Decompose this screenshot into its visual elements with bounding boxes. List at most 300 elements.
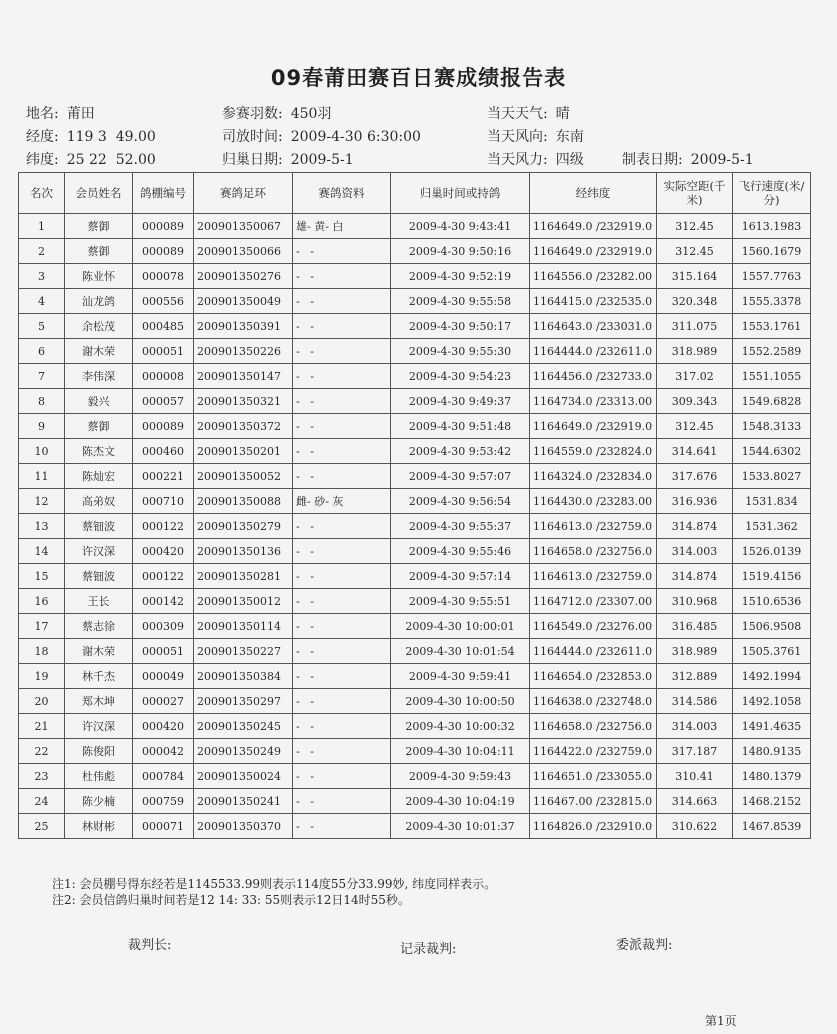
cell-time: 2009-4-30 9:55:58 — [391, 289, 530, 314]
cell-loft: 000710 — [133, 489, 194, 514]
cell-speed: 1468.2152 — [733, 789, 811, 814]
cell-speed: 1480.9135 — [733, 739, 811, 764]
cell-info: - - — [293, 789, 391, 814]
cell-speed: 1613.1983 — [733, 214, 811, 239]
cell-distance: 315.164 — [657, 264, 733, 289]
cell-distance: 317.02 — [657, 364, 733, 389]
wind-force-value: 四级 — [555, 152, 584, 168]
table-row — [19, 314, 811, 339]
cell-ring: 200901350136 — [194, 539, 293, 564]
cell-name: 王长 — [65, 589, 133, 614]
cell-speed: 1555.3378 — [733, 289, 811, 314]
cell-coords: 1164649.0 /232919.0 — [530, 414, 657, 439]
cell-time: 2009-4-30 10:01:54 — [391, 639, 530, 664]
made-date-info — [622, 149, 754, 169]
cell-name: 汕龙鸽 — [65, 289, 133, 314]
cell-info: - - — [293, 339, 391, 364]
cell-speed: 1526.0139 — [733, 539, 811, 564]
table-row — [19, 564, 811, 589]
cell-time: 2009-4-30 9:59:41 — [391, 664, 530, 689]
note-2: 注2: 会员信鸽归巢时间若是12 14: 33: 55则表示12日14时55秒。 — [52, 893, 410, 907]
cell-loft: 000556 — [133, 289, 194, 314]
cell-time: 2009-4-30 9:56:54 — [391, 489, 530, 514]
cell-distance: 314.003 — [657, 714, 733, 739]
cell-rank: 5 — [19, 314, 65, 339]
made-date-label: 制表日期: — [622, 152, 683, 168]
cell-name: 蔡钿波 — [65, 514, 133, 539]
cell-coords: 1164643.0 /233031.0 — [530, 314, 657, 339]
return-date-value: 2009-5-1 — [290, 152, 354, 168]
cell-distance: 311.075 — [657, 314, 733, 339]
cell-speed: 1505.3761 — [733, 639, 811, 664]
cell-name: 蔡钿波 — [65, 564, 133, 589]
cell-speed: 1551.1055 — [733, 364, 811, 389]
cell-info: - - — [293, 289, 391, 314]
cell-speed: 1544.6302 — [733, 439, 811, 464]
cell-ring: 200901350297 — [194, 689, 293, 714]
cell-coords: 1164456.0 /232733.0 — [530, 364, 657, 389]
cell-time: 2009-4-30 9:50:17 — [391, 314, 530, 339]
cell-speed: 1557.7763 — [733, 264, 811, 289]
header-rank: 名次 — [19, 173, 65, 214]
cell-rank: 13 — [19, 514, 65, 539]
cell-info: - - — [293, 764, 391, 789]
cell-distance: 310.41 — [657, 764, 733, 789]
cell-name: 陈少楠 — [65, 789, 133, 814]
cell-ring: 200901350114 — [194, 614, 293, 639]
cell-rank: 8 — [19, 389, 65, 414]
cell-coords: 1164712.0 /23307.00 — [530, 589, 657, 614]
cell-ring: 200901350012 — [194, 589, 293, 614]
birds-label: 参赛羽数: — [222, 106, 283, 122]
weather-value: 晴 — [555, 106, 570, 122]
cell-loft: 000042 — [133, 739, 194, 764]
cell-ring: 200901350024 — [194, 764, 293, 789]
cell-info: - - — [293, 464, 391, 489]
table-body — [19, 214, 811, 839]
location-info — [26, 103, 95, 123]
cell-time: 2009-4-30 9:53:42 — [391, 439, 530, 464]
latitude-value: 25 22 52.00 — [66, 152, 156, 168]
header-time: 归巢时间或持鸽 — [391, 173, 530, 214]
cell-info: - - — [293, 314, 391, 339]
cell-speed: 1531.362 — [733, 514, 811, 539]
cell-loft: 000089 — [133, 414, 194, 439]
cell-loft: 000420 — [133, 714, 194, 739]
cell-name: 陈杰文 — [65, 439, 133, 464]
cell-rank: 22 — [19, 739, 65, 764]
table-row — [19, 614, 811, 639]
cell-time: 2009-4-30 9:52:19 — [391, 264, 530, 289]
cell-info: - - — [293, 689, 391, 714]
cell-ring: 200901350066 — [194, 239, 293, 264]
cell-coords: 1164651.0 /233055.0 — [530, 764, 657, 789]
cell-rank: 10 — [19, 439, 65, 464]
cell-distance: 318.989 — [657, 639, 733, 664]
cell-name: 陈俊阳 — [65, 739, 133, 764]
header-loft: 鸽棚编号 — [133, 173, 194, 214]
cell-info: - - — [293, 739, 391, 764]
wind-direction-label: 当天风向: — [487, 129, 548, 145]
wind-direction-value: 东南 — [555, 129, 584, 145]
cell-ring: 200901350249 — [194, 739, 293, 764]
cell-rank: 4 — [19, 289, 65, 314]
cell-distance: 312.45 — [657, 239, 733, 264]
cell-loft: 000784 — [133, 764, 194, 789]
cell-ring: 200901350281 — [194, 564, 293, 589]
cell-loft: 000460 — [133, 439, 194, 464]
table-row — [19, 539, 811, 564]
cell-info: - - — [293, 414, 391, 439]
cell-rank: 24 — [19, 789, 65, 814]
cell-ring: 200901350241 — [194, 789, 293, 814]
cell-coords: 1164654.0 /232853.0 — [530, 664, 657, 689]
cell-info: - - — [293, 514, 391, 539]
cell-time: 2009-4-30 9:57:14 — [391, 564, 530, 589]
cell-coords: 1164613.0 /232759.0 — [530, 564, 657, 589]
cell-time: 2009-4-30 9:55:46 — [391, 539, 530, 564]
cell-name: 林千杰 — [65, 664, 133, 689]
cell-speed: 1510.6536 — [733, 589, 811, 614]
latitude-label: 纬度: — [26, 152, 59, 168]
cell-time: 2009-4-30 9:49:37 — [391, 389, 530, 414]
cell-name: 杜伟彪 — [65, 764, 133, 789]
cell-name: 许汉深 — [65, 539, 133, 564]
table-row — [19, 814, 811, 839]
header-name: 会员姓名 — [65, 173, 133, 214]
cell-coords: 1164422.0 /232759.0 — [530, 739, 657, 764]
cell-rank: 20 — [19, 689, 65, 714]
cell-distance: 317.676 — [657, 464, 733, 489]
cell-loft: 000027 — [133, 689, 194, 714]
cell-distance: 312.45 — [657, 414, 733, 439]
return-date-info — [222, 149, 354, 169]
cell-loft: 000309 — [133, 614, 194, 639]
cell-coords: 1164734.0 /23313.00 — [530, 389, 657, 414]
cell-ring: 200901350227 — [194, 639, 293, 664]
cell-coords: 1164638.0 /232748.0 — [530, 689, 657, 714]
cell-loft: 000008 — [133, 364, 194, 389]
longitude-value: 119 3 49.00 — [66, 129, 156, 145]
cell-rank: 7 — [19, 364, 65, 389]
header-speed: 飞行速度(米/分) — [733, 173, 811, 214]
cell-distance: 317.187 — [657, 739, 733, 764]
note-1: 注1: 会员棚号得东经若是1145533.99则表示114度55分33.99妙, 纬度同样表示。 — [52, 877, 497, 891]
cell-speed: 1548.3133 — [733, 414, 811, 439]
cell-ring: 200901350226 — [194, 339, 293, 364]
table-row — [19, 364, 811, 389]
cell-ring: 200901350245 — [194, 714, 293, 739]
cell-info: - - — [293, 389, 391, 414]
cell-rank: 21 — [19, 714, 65, 739]
cell-rank: 12 — [19, 489, 65, 514]
cell-name: 毅兴 — [65, 389, 133, 414]
cell-info: 雌- 砂- 灰 — [293, 489, 391, 514]
cell-info: - - — [293, 639, 391, 664]
cell-distance: 318.989 — [657, 339, 733, 364]
cell-speed: 1549.6828 — [733, 389, 811, 414]
cell-speed: 1519.4156 — [733, 564, 811, 589]
cell-ring: 200901350372 — [194, 414, 293, 439]
table-row — [19, 239, 811, 264]
cell-rank: 15 — [19, 564, 65, 589]
table-row — [19, 414, 811, 439]
cell-name: 余松茂 — [65, 314, 133, 339]
table-row — [19, 214, 811, 239]
cell-name: 陈灿宏 — [65, 464, 133, 489]
cell-name: 蔡御 — [65, 239, 133, 264]
cell-rank: 3 — [19, 264, 65, 289]
cell-rank: 2 — [19, 239, 65, 264]
cell-speed: 1492.1058 — [733, 689, 811, 714]
location-label: 地名: — [26, 106, 59, 122]
cell-rank: 17 — [19, 614, 65, 639]
table-row — [19, 389, 811, 414]
results-table — [18, 172, 811, 839]
cell-rank: 23 — [19, 764, 65, 789]
cell-speed: 1491.4635 — [733, 714, 811, 739]
table-row — [19, 789, 811, 814]
table-row — [19, 739, 811, 764]
cell-time: 2009-4-30 9:51:48 — [391, 414, 530, 439]
page-number: 第1页 — [705, 1014, 737, 1028]
cell-loft: 000142 — [133, 589, 194, 614]
cell-loft: 000122 — [133, 564, 194, 589]
cell-info: - - — [293, 589, 391, 614]
cell-coords: 1164556.0 /23282.00 — [530, 264, 657, 289]
weather-info — [487, 103, 570, 123]
cell-info: - - — [293, 614, 391, 639]
chief-judge-label: 裁判长: — [128, 938, 172, 953]
cell-speed: 1553.1761 — [733, 314, 811, 339]
cell-loft: 000078 — [133, 264, 194, 289]
cell-time: 2009-4-30 9:59:43 — [391, 764, 530, 789]
table-row — [19, 514, 811, 539]
cell-rank: 6 — [19, 339, 65, 364]
table-row — [19, 689, 811, 714]
cell-time: 2009-4-30 10:00:32 — [391, 714, 530, 739]
cell-time: 2009-4-30 9:54:23 — [391, 364, 530, 389]
cell-coords: 1164430.0 /23283.00 — [530, 489, 657, 514]
cell-time: 2009-4-30 10:00:50 — [391, 689, 530, 714]
table-row — [19, 639, 811, 664]
wind-direction-info — [487, 126, 584, 146]
cell-coords: 1164549.0 /23276.00 — [530, 614, 657, 639]
header-ring: 赛鸽足环 — [194, 173, 293, 214]
latitude-info — [26, 149, 156, 169]
cell-coords: 1164559.0 /232824.0 — [530, 439, 657, 464]
header-coords: 经纬度 — [530, 173, 657, 214]
release-info — [222, 126, 421, 146]
cell-name: 谢木荣 — [65, 639, 133, 664]
cell-loft: 000057 — [133, 389, 194, 414]
cell-name: 蔡御 — [65, 214, 133, 239]
cell-distance: 309.343 — [657, 389, 733, 414]
header-info: 赛鸽资料 — [293, 173, 391, 214]
cell-name: 许汉深 — [65, 714, 133, 739]
cell-distance: 312.889 — [657, 664, 733, 689]
cell-ring: 200901350201 — [194, 439, 293, 464]
cell-name: 李伟深 — [65, 364, 133, 389]
cell-ring: 200901350147 — [194, 364, 293, 389]
cell-rank: 9 — [19, 414, 65, 439]
cell-ring: 200901350321 — [194, 389, 293, 414]
cell-ring: 200901350370 — [194, 814, 293, 839]
cell-info: - - — [293, 239, 391, 264]
longitude-info — [26, 126, 156, 146]
cell-coords: 1164444.0 /232611.0 — [530, 339, 657, 364]
table-header-row — [19, 173, 811, 214]
cell-loft: 000051 — [133, 339, 194, 364]
return-date-label: 归巢日期: — [222, 152, 283, 168]
cell-coords: 1164658.0 /232756.0 — [530, 539, 657, 564]
birds-info — [222, 103, 331, 123]
cell-time: 2009-4-30 10:01:37 — [391, 814, 530, 839]
cell-name: 林财彬 — [65, 814, 133, 839]
cell-time: 2009-4-30 10:04:11 — [391, 739, 530, 764]
cell-rank: 25 — [19, 814, 65, 839]
cell-loft: 000122 — [133, 514, 194, 539]
cell-info: - - — [293, 364, 391, 389]
cell-distance: 314.641 — [657, 439, 733, 464]
cell-ring: 200901350391 — [194, 314, 293, 339]
cell-speed: 1480.1379 — [733, 764, 811, 789]
cell-coords: 1164658.0 /232756.0 — [530, 714, 657, 739]
cell-name: 蔡志徐 — [65, 614, 133, 639]
cell-time: 2009-4-30 9:43:41 — [391, 214, 530, 239]
longitude-label: 经度: — [26, 129, 59, 145]
cell-distance: 310.968 — [657, 589, 733, 614]
cell-distance: 316.485 — [657, 614, 733, 639]
release-value: 2009-4-30 6:30:00 — [290, 129, 421, 145]
cell-loft: 000089 — [133, 239, 194, 264]
cell-rank: 19 — [19, 664, 65, 689]
delegate-judge-label: 委派裁判: — [616, 938, 673, 953]
cell-rank: 1 — [19, 214, 65, 239]
cell-coords: 1164324.0 /232834.0 — [530, 464, 657, 489]
cell-coords: 1164415.0 /232535.0 — [530, 289, 657, 314]
cell-time: 2009-4-30 9:50:16 — [391, 239, 530, 264]
cell-speed: 1552.2589 — [733, 339, 811, 364]
wind-force-info — [487, 149, 584, 169]
cell-info: - - — [293, 714, 391, 739]
cell-info: - - — [293, 439, 391, 464]
table-row — [19, 764, 811, 789]
made-date-value: 2009-5-1 — [690, 152, 754, 168]
cell-speed: 1533.8027 — [733, 464, 811, 489]
cell-loft: 000420 — [133, 539, 194, 564]
cell-loft: 000049 — [133, 664, 194, 689]
notes-block — [52, 876, 496, 908]
cell-distance: 314.586 — [657, 689, 733, 714]
cell-loft: 000089 — [133, 214, 194, 239]
cell-name: 谢木荣 — [65, 339, 133, 364]
report-title: 09春莆田赛百日赛成绩报告表 — [270, 66, 567, 90]
table-row — [19, 464, 811, 489]
cell-loft: 000759 — [133, 789, 194, 814]
cell-coords: 116467.00 /232815.0 — [530, 789, 657, 814]
cell-info: - - — [293, 264, 391, 289]
location-value: 莆田 — [66, 106, 95, 122]
cell-speed: 1560.1679 — [733, 239, 811, 264]
cell-loft: 000071 — [133, 814, 194, 839]
cell-loft: 000221 — [133, 464, 194, 489]
cell-info: - - — [293, 564, 391, 589]
cell-ring: 200901350052 — [194, 464, 293, 489]
cell-name: 郑木坤 — [65, 689, 133, 714]
cell-info: - - — [293, 539, 391, 564]
cell-distance: 314.874 — [657, 564, 733, 589]
cell-speed: 1467.8539 — [733, 814, 811, 839]
cell-coords: 1164826.0 /232910.0 — [530, 814, 657, 839]
cell-distance: 312.45 — [657, 214, 733, 239]
cell-distance: 314.663 — [657, 789, 733, 814]
cell-name: 高弟奴 — [65, 489, 133, 514]
cell-speed: 1492.1994 — [733, 664, 811, 689]
cell-distance: 316.936 — [657, 489, 733, 514]
cell-ring: 200901350067 — [194, 214, 293, 239]
cell-rank: 11 — [19, 464, 65, 489]
cell-name: 陈业怀 — [65, 264, 133, 289]
cell-info: 雄- 黄- 白 — [293, 214, 391, 239]
cell-ring: 200901350276 — [194, 264, 293, 289]
birds-value: 450羽 — [290, 106, 332, 122]
cell-loft: 000485 — [133, 314, 194, 339]
cell-ring: 200901350088 — [194, 489, 293, 514]
table-row — [19, 489, 811, 514]
table-row — [19, 289, 811, 314]
cell-distance: 314.874 — [657, 514, 733, 539]
release-label: 司放时间: — [222, 129, 283, 145]
cell-coords: 1164649.0 /232919.0 — [530, 239, 657, 264]
cell-loft: 000051 — [133, 639, 194, 664]
cell-rank: 16 — [19, 589, 65, 614]
table-row — [19, 589, 811, 614]
cell-time: 2009-4-30 9:55:37 — [391, 514, 530, 539]
cell-distance: 320.348 — [657, 289, 733, 314]
cell-info: - - — [293, 664, 391, 689]
cell-coords: 1164649.0 /232919.0 — [530, 214, 657, 239]
wind-force-label: 当天风力: — [487, 152, 548, 168]
cell-time: 2009-4-30 9:55:30 — [391, 339, 530, 364]
cell-coords: 1164444.0 /232611.0 — [530, 639, 657, 664]
table-row — [19, 439, 811, 464]
cell-time: 2009-4-30 9:57:07 — [391, 464, 530, 489]
cell-info: - - — [293, 814, 391, 839]
table-row — [19, 264, 811, 289]
cell-ring: 200901350384 — [194, 664, 293, 689]
table-row — [19, 714, 811, 739]
weather-label: 当天天气: — [487, 106, 548, 122]
cell-time: 2009-4-30 9:55:51 — [391, 589, 530, 614]
cell-speed: 1531.834 — [733, 489, 811, 514]
cell-time: 2009-4-30 10:04:19 — [391, 789, 530, 814]
header-distance: 实际空距(千米) — [657, 173, 733, 214]
cell-rank: 14 — [19, 539, 65, 564]
table-row — [19, 664, 811, 689]
cell-distance: 314.003 — [657, 539, 733, 564]
cell-rank: 18 — [19, 639, 65, 664]
recorder-judge-label: 记录裁判: — [400, 942, 457, 957]
table-row — [19, 339, 811, 364]
cell-ring: 200901350049 — [194, 289, 293, 314]
cell-coords: 1164613.0 /232759.0 — [530, 514, 657, 539]
cell-distance: 310.622 — [657, 814, 733, 839]
cell-name: 蔡御 — [65, 414, 133, 439]
cell-speed: 1506.9508 — [733, 614, 811, 639]
cell-ring: 200901350279 — [194, 514, 293, 539]
cell-time: 2009-4-30 10:00:01 — [391, 614, 530, 639]
